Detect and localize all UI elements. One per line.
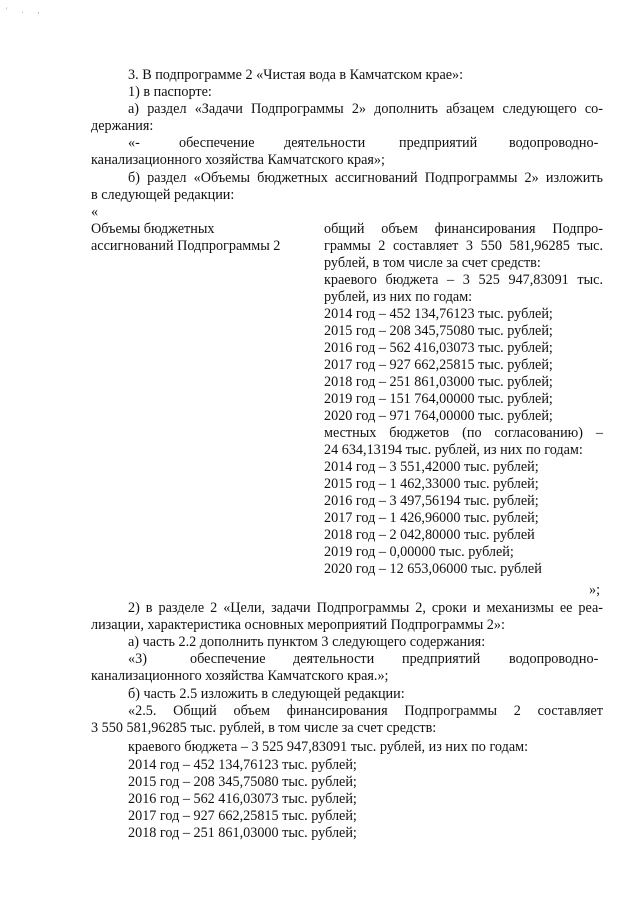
paragraph-passport: 1) в паспорте: <box>128 84 212 100</box>
table-right-line: 2019 год – 0,00000 тыс. рублей; <box>324 544 514 560</box>
table-right-line: 2017 год – 927 662,25815 тыс. рублей; <box>324 357 553 373</box>
quote-open: « <box>91 204 99 220</box>
table-right-line: рублей, в том числе за счет средств: <box>324 255 541 271</box>
paragraph-a-line2: держания: <box>91 118 154 134</box>
year-line: 2014 год – 452 134,76123 тыс. рублей; <box>128 757 357 773</box>
table-right-line: рублей, из них по годам: <box>324 289 473 305</box>
scan-specks: ' . , <box>6 6 46 15</box>
table-right-line: граммы 2 составляет 3 550 581,96285 тыс. <box>324 238 603 254</box>
table-right-line: 2020 год – 12 653,06000 тыс. рублей <box>324 561 542 577</box>
table-right-line: 2014 год – 3 551,42000 тыс. рублей; <box>324 459 539 475</box>
table-right-line: 2018 год – 2 042,80000 тыс. рублей <box>324 527 535 543</box>
bullet-word: деятельности <box>284 135 366 151</box>
item3-quote: «3) <box>128 651 147 667</box>
regional-budget-line: краевого бюджета – 3 525 947,83091 тыс. рублей, из них по годам: <box>128 739 529 755</box>
paragraph-25-line2: 3 550 581,96285 тыс. рублей, в том числе за счет средств: <box>91 720 437 736</box>
table-right-line: 2019 год – 151 764,00000 тыс. рублей; <box>324 391 553 407</box>
table-right-line: 2014 год – 452 134,76123 тыс. рублей; <box>324 306 553 322</box>
item3-word: обеспечение <box>190 651 266 667</box>
paragraph-25-line1: «2.5. Общий объем финансирования Подпрограммы 2 составляет <box>128 703 603 719</box>
bullet-word: обеспечение <box>179 135 255 151</box>
item3-word: предприятий <box>402 651 481 667</box>
paragraph-2-b: б) часть 2.5 изложить в следующей редакции: <box>128 686 405 702</box>
table-left-line: ассигнований Подпрограммы 2 <box>91 238 281 254</box>
quote-close: »; <box>589 582 601 598</box>
bullet-word: предприятий <box>399 135 478 151</box>
table-left-cell <box>91 221 306 255</box>
table-right-line: 2018 год – 251 861,03000 тыс. рублей; <box>324 374 553 390</box>
table-right-line: 2016 год – 3 497,56194 тыс. рублей; <box>324 493 539 509</box>
table-right-line: 24 634,13194 тыс. рублей, из них по годам: <box>324 442 583 458</box>
year-line: 2016 год – 562 416,03073 тыс. рублей; <box>128 791 357 807</box>
table-right-line: общий объем финансирования Подпро- <box>324 221 603 237</box>
paragraph-2-line2: лизации, характеристика основных мероприятий Подпрограммы 2»: <box>91 617 505 633</box>
table-right-line: 2015 год – 1 462,33000 тыс. рублей; <box>324 476 539 492</box>
table-right-line: 2015 год – 208 345,75080 тыс. рублей; <box>324 323 553 339</box>
year-line: 2017 год – 927 662,25815 тыс. рублей; <box>128 808 357 824</box>
paragraph-2-line1: 2) в разделе 2 «Цели, задачи Подпрограммы 2, сроки и механизмы ее реа- <box>128 600 603 616</box>
table-left-line: Объемы бюджетных <box>91 221 215 237</box>
item3-word: деятельности <box>293 651 375 667</box>
table-right-line: краевого бюджета – 3 525 947,83091 тыс. <box>324 272 603 288</box>
bullet-word: водопроводно- <box>509 135 599 151</box>
item3-word: водопроводно- <box>509 651 599 667</box>
paragraph-b-line1: б) раздел «Объемы бюджетных ассигнований Подпрограммы 2» изложить <box>128 170 603 186</box>
year-line: 2018 год – 251 861,03000 тыс. рублей; <box>128 825 357 841</box>
table-right-line: 2020 год – 971 764,00000 тыс. рублей; <box>324 408 553 424</box>
table-right-line: 2016 год – 562 416,03073 тыс. рублей; <box>324 340 553 356</box>
bullet-continuation: канализационного хозяйства Камчатского края»; <box>91 152 385 168</box>
year-line: 2015 год – 208 345,75080 тыс. рублей; <box>128 774 357 790</box>
paragraph-item-3: 3. В подпрограмме 2 «Чистая вода в Камчатском крае»: <box>128 67 464 83</box>
table-right-line: 2017 год – 1 426,96000 тыс. рублей; <box>324 510 539 526</box>
table-right-line: местных бюджетов (по согласованию) – <box>324 425 603 441</box>
bullet-quote: «- <box>128 135 140 151</box>
paragraph-a-line1: а) раздел «Задачи Подпрограммы 2» дополнить абзацем следующего со- <box>128 101 603 117</box>
paragraph-b-line2: в следующей редакции: <box>91 187 235 203</box>
paragraph-2-a: а) часть 2.2 дополнить пунктом 3 следующего содержания: <box>128 634 486 650</box>
item3-continuation: канализационного хозяйства Камчатского края.»; <box>91 668 389 684</box>
